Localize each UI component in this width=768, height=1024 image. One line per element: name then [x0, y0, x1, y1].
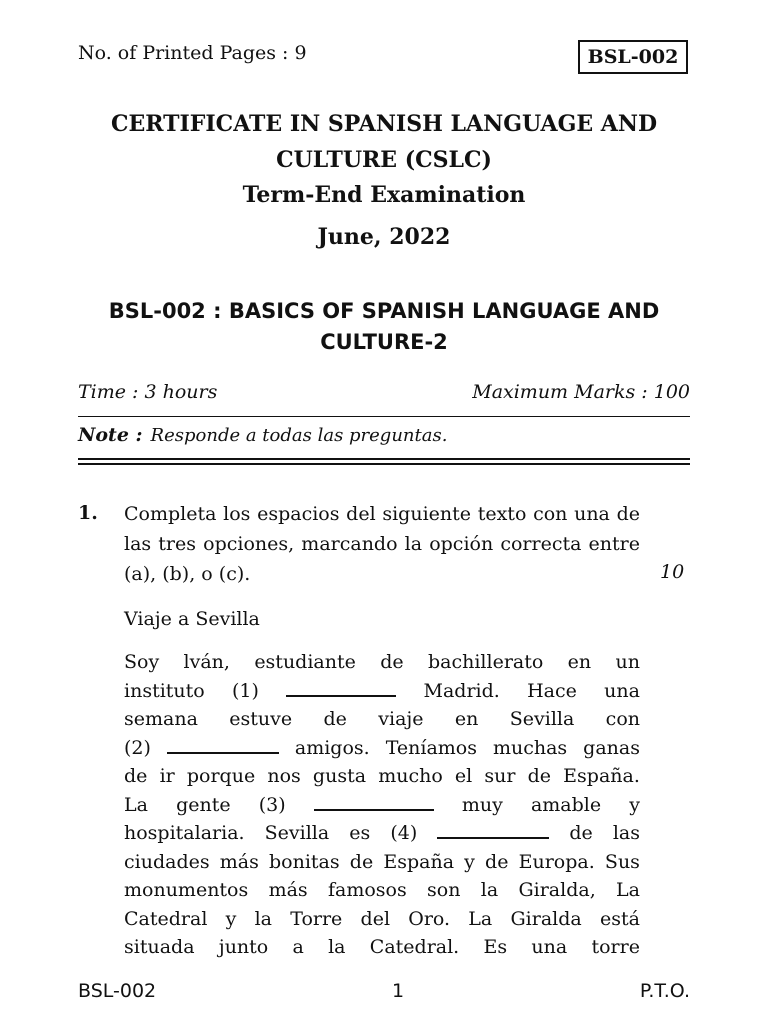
printed-pages-count: No. of Printed Pages : 9	[78, 42, 307, 64]
passage-word: ir	[159, 765, 175, 787]
passage-word: es	[349, 822, 371, 844]
passage-word: de	[124, 765, 148, 787]
passage-word: estuve	[229, 708, 293, 730]
passage-word: y	[464, 850, 475, 873]
passage-word: muchas	[492, 736, 568, 759]
passage-word: (1)	[232, 679, 259, 702]
certificate-title: CERTIFICATE IN SPANISH LANGUAGE AND CULTURE (CSLC)	[110, 111, 658, 173]
passage-word: Sevilla	[509, 708, 575, 730]
passage-word: la	[254, 907, 273, 930]
passage-word: Sevilla	[264, 822, 330, 844]
pto-label: P.T.O.	[639, 980, 690, 1002]
passage-word: España.	[563, 765, 640, 787]
passage-word: La	[124, 793, 148, 816]
passage-word: estudiante	[254, 651, 356, 673]
passage-word: son	[427, 879, 461, 901]
passage-word: amable	[530, 793, 602, 816]
course-title: BSL-002 : BASICS OF SPANISH LANGUAGE AND CULTURE-2	[108, 299, 660, 354]
passage-word: mucho	[378, 765, 443, 787]
passage-word: nos	[267, 765, 301, 787]
passage-word: instituto	[124, 679, 205, 702]
passage-word: España	[383, 850, 455, 873]
passage-word: más	[268, 879, 308, 901]
exam-date: June, 2022	[317, 224, 451, 250]
passage-line	[124, 876, 640, 905]
passage-word: (4)	[390, 822, 418, 844]
note-text: Responde a todas las preguntas.	[150, 425, 448, 446]
passage-word: Es	[483, 936, 508, 958]
passage-word: Hace	[527, 679, 577, 702]
passage-word: una	[531, 936, 568, 958]
passage-word: Teníamos	[385, 736, 477, 759]
passage-word: Oro.	[408, 907, 451, 930]
passage-line	[124, 848, 640, 877]
passage-word: de	[569, 822, 593, 844]
passage-word: (3)	[258, 793, 286, 816]
passage-word: ganas	[583, 736, 640, 759]
passage-word: y	[225, 907, 237, 930]
passage-text	[124, 648, 640, 962]
passage-line	[124, 791, 640, 820]
passage-word: junto	[218, 936, 269, 958]
passage-word: Catedral.	[369, 936, 460, 958]
passage-word: el	[454, 765, 473, 787]
passage-line	[124, 734, 640, 763]
note	[78, 424, 447, 446]
passage-word: bonitas	[269, 850, 340, 873]
passage-word: viaje	[378, 708, 424, 730]
passage-line	[124, 819, 640, 848]
passage-word: Catedral	[124, 907, 208, 930]
passage-word: de	[349, 850, 374, 873]
passage-word: amigos.	[294, 736, 370, 759]
passage-word: Sus	[604, 850, 640, 873]
passage-word: una	[604, 679, 640, 702]
paper-code-box: BSL-002	[578, 40, 688, 74]
passage-word: en	[567, 651, 592, 673]
passage-word: Giralda	[510, 907, 582, 930]
passage-word: sur	[484, 765, 516, 787]
passage-word: bachillerato	[427, 651, 544, 673]
question-text: Completa los espacios del siguiente texto con una de las tres opciones, marcando la opción correcta entre (a), (b), o (c).	[124, 503, 640, 585]
footer-code: BSL-002	[78, 980, 157, 1002]
exam-meta	[78, 381, 690, 403]
passage-word: ciudades	[124, 850, 210, 873]
passage-word: Europa.	[518, 850, 595, 873]
passage-word: de	[323, 708, 347, 730]
divider	[78, 416, 690, 417]
passage-word: situada	[124, 936, 195, 958]
passage-word: las	[612, 822, 640, 844]
passage-word: Soy	[124, 651, 160, 673]
passage-word: (2)	[124, 736, 151, 759]
passage-line	[124, 933, 640, 962]
time-allowed: Time : 3 hours	[78, 381, 218, 403]
note-label: Note :	[78, 424, 143, 446]
answer-blank	[167, 734, 279, 754]
answer-blank	[286, 677, 396, 697]
passage-word: hospitalaria.	[124, 822, 245, 844]
passage-word: Giralda,	[518, 879, 596, 901]
answer-blank	[314, 791, 434, 811]
passage-word: torre	[591, 936, 640, 958]
double-divider-bottom	[78, 463, 690, 465]
passage-word: La	[616, 879, 640, 901]
passage-line	[124, 705, 640, 734]
passage-title: Viaje a Sevilla	[124, 608, 260, 630]
passage-word: gusta	[312, 765, 367, 787]
exam-name: Term-End Examination	[242, 182, 526, 208]
passage-word: porque	[186, 765, 256, 787]
passage-word: y	[629, 793, 640, 816]
double-divider-top	[78, 458, 690, 460]
passage-word: con	[605, 708, 640, 730]
passage-word: la	[328, 936, 346, 958]
answer-blank	[437, 819, 549, 839]
passage-word: muy	[461, 793, 503, 816]
passage-line	[124, 762, 640, 791]
passage-word: la	[480, 879, 499, 901]
passage-line	[124, 905, 640, 934]
passage-word: más	[219, 850, 259, 873]
question-number: 1.	[78, 502, 98, 524]
passage-line	[124, 648, 640, 677]
passage-word: de	[527, 765, 552, 787]
passage-word: semana	[124, 708, 198, 730]
page-footer	[78, 980, 690, 1002]
passage-word: está	[599, 907, 640, 930]
passage-word: La	[468, 907, 493, 930]
passage-word: gente	[176, 793, 231, 816]
passage-word: Madrid.	[423, 679, 500, 702]
passage-word: a	[292, 936, 304, 958]
passage-word: famosos	[327, 879, 407, 901]
passage-word: en	[454, 708, 479, 730]
question-marks: 10	[660, 561, 685, 583]
page-number: 1	[391, 980, 405, 1002]
passage-word: lván,	[183, 651, 230, 673]
passage-word: monumentos	[124, 879, 249, 901]
maximum-marks: Maximum Marks : 100	[472, 381, 690, 403]
passage-word: un	[615, 651, 640, 673]
passage-word: del	[360, 907, 391, 930]
passage-word: Torre	[290, 907, 343, 930]
passage-word: de	[380, 651, 404, 673]
passage-line	[124, 677, 640, 706]
passage-word: de	[485, 850, 509, 873]
